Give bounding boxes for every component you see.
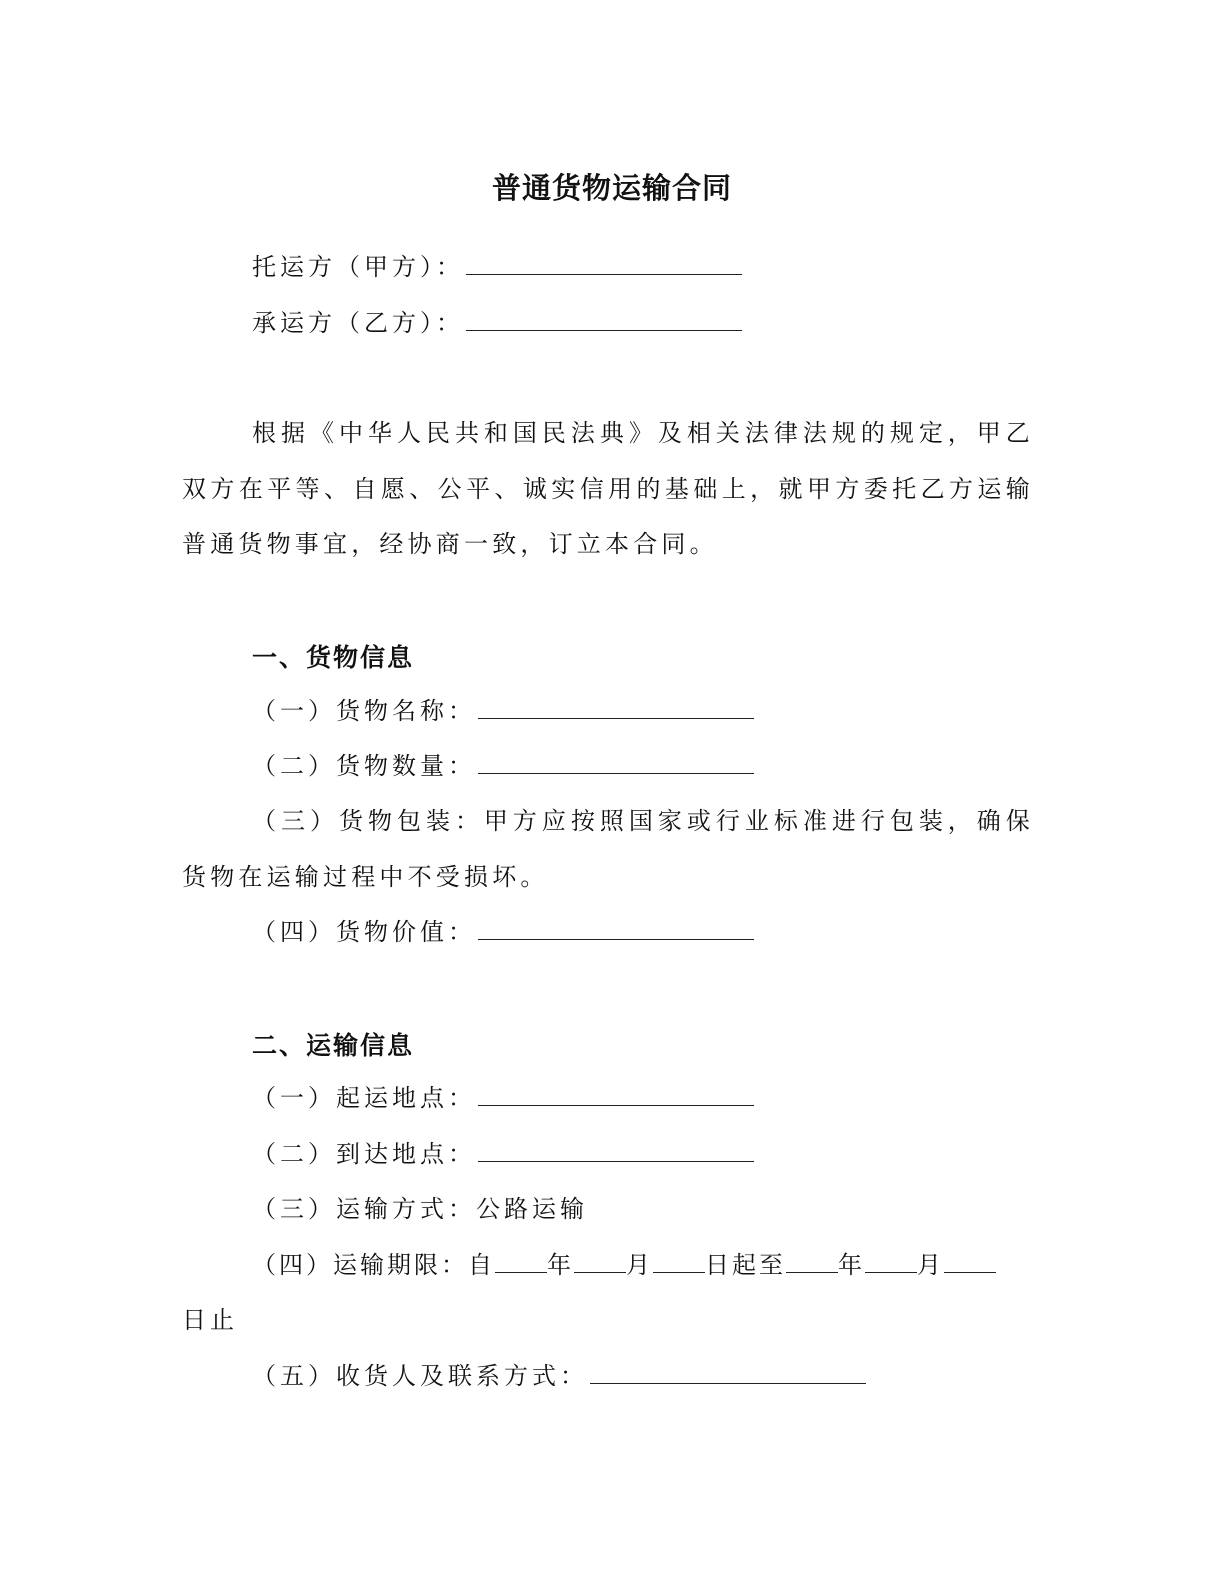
section1-heading: 一、货物信息 (252, 643, 415, 672)
start-month-unit: 月 (626, 1251, 653, 1279)
origin-label: （一）起运地点： (252, 1084, 476, 1112)
intro-paragraph: 根据《中华人民共和国民法典》及相关法律法规的规定，甲乙双方在平等、自愿、公平、诚实信用的基础上，就甲方委托乙方运输普通货物事宜，经协商一致，订立本合同。 (182, 419, 1034, 558)
section2-item1 (252, 1083, 754, 1113)
destination-blank[interactable] (478, 1139, 754, 1162)
destination-label: （二）到达地点： (252, 1140, 476, 1168)
party-a-label: 托运方（甲方）： (252, 253, 464, 281)
goods-quantity-label: （二）货物数量： (252, 752, 476, 780)
end-year-unit: 年 (838, 1251, 865, 1279)
start-month-blank[interactable] (574, 1250, 626, 1273)
section2-item4 (252, 1250, 996, 1280)
section2-item2 (252, 1139, 754, 1169)
end-day-blank[interactable] (944, 1250, 996, 1273)
consignee-blank[interactable] (590, 1361, 866, 1384)
document-title: 普通货物运输合同 (491, 171, 732, 205)
section2-item3: （三）运输方式：公路运输 (252, 1195, 588, 1223)
goods-packaging-paragraph: （三）货物包装：甲方应按照国家或行业标准进行包装，确保货物在运输过程中不受损坏。 (182, 807, 1034, 891)
start-year-unit: 年 (547, 1251, 574, 1279)
period-end-text: 日止 (182, 1306, 238, 1334)
section1-item4 (252, 917, 754, 947)
party-b-line (252, 308, 742, 338)
start-year-blank[interactable] (495, 1250, 547, 1273)
section2-item5 (252, 1361, 866, 1391)
origin-blank[interactable] (478, 1083, 754, 1106)
section2-heading: 二、运输信息 (252, 1031, 415, 1060)
goods-value-label: （四）货物价值： (252, 918, 476, 946)
end-month-blank[interactable] (865, 1250, 917, 1273)
end-year-blank[interactable] (786, 1250, 838, 1273)
start-day-unit: 日起至 (705, 1251, 786, 1279)
party-a-line (252, 252, 742, 282)
goods-quantity-blank[interactable] (478, 751, 754, 774)
start-day-blank[interactable] (653, 1250, 705, 1273)
goods-name-label: （一）货物名称： (252, 697, 476, 725)
consignee-label: （五）收货人及联系方式： (252, 1362, 588, 1390)
goods-value-blank[interactable] (478, 917, 754, 940)
section1-item2 (252, 751, 754, 781)
period-prefix: （四）运输期限：自 (252, 1251, 495, 1279)
goods-name-blank[interactable] (478, 696, 754, 719)
section1-item1 (252, 696, 754, 726)
party-b-blank[interactable] (466, 308, 742, 331)
party-b-label: 承运方（乙方）： (252, 309, 464, 337)
party-a-blank[interactable] (466, 252, 742, 275)
end-month-unit: 月 (917, 1251, 944, 1279)
